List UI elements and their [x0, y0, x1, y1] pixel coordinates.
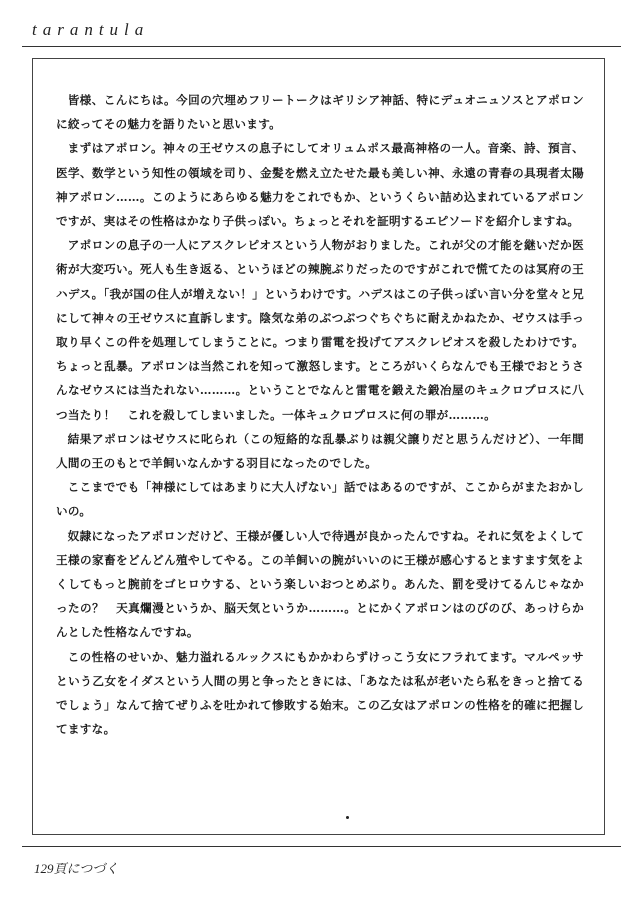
- continued-note: 129頁につづく: [34, 861, 119, 876]
- header-rule: [22, 46, 621, 47]
- paragraph: ここまででも「神様にしてはあまりに大人げない」話ではあるのですが、ここからがまたおかしいの。: [56, 480, 584, 519]
- bottom-rule: [22, 846, 621, 847]
- header-title: tarantula: [32, 20, 150, 39]
- paragraph: 皆様、こんにちは。今回の穴埋めフリートークはギリシア神話、特にデュオニュソスとアポロンに絞ってその魅力を語りたいと思います。: [56, 93, 584, 132]
- paragraph: アポロンの息子の一人にアスクレピオスという人物がおりました。これが父の才能を継いだか医術が大変巧い。死人も生き返る、というほどの辣腕ぶりだったのですがこれで慌てたのは冥府の王ハデス。「我が国の住人が増えない！」というわけです。ハデスはこの子供っぽい言い分を堂々と兄にして神々の王ゼウスに直訴します。陰気な弟のぶつぶつぐちぐちに耐えかねたか、ゼウスは手っ取り早くこの件を処理してしまうことに。つまり雷電を投げてアスクレピオスを殺したわけです。ちょっと乱暴。アポロンは当然これを知って激怒します。ところがいくらなんでも王様でおとうさんなゼウスには当たれない………。ということでなんと雷電を鍛えた鍛冶屋のキュクロプロスに八つ当たり！ これを殺してしまいました。一体キュクロプロスに何の罪が………。: [56, 238, 584, 422]
- paragraph: まずはアポロン。神々の王ゼウスの息子にしてオリュムポス最高神格の一人。音楽、詩、預言、医学、数学という知性の領域を司り、金髪を燃え立たせた最も美しい神、永遠の青春の具現者太陽神アポロン……。このようにあらゆる魅力をこれでもか、というくらい詰め込まれているアポロンですが、実はその性格はかなり子供っぽい。ちょっとそれを証明するエピソードを紹介しますね。: [56, 141, 584, 229]
- end-mark-dot: [346, 816, 349, 819]
- paragraph: 奴隷になったアポロンだけど、王様が優しい人で待遇が良かったんですね。それに気をよくして王様の家畜をどんどん殖やしてやる。この羊飼いの腕がいいのに王様が感心するとますます気をよくしてもっと腕前をゴヒロウする、という楽しいおつとめぶり。あんた、罰を受けてるんじゃなかったの？ 天真爛漫というか、脳天気というか………。とにかくアポロンはのびのび、あっけらかんとした性格なんですね。: [56, 528, 584, 640]
- paragraph: 結果アポロンはゼウスに叱られ（この短絡的な乱暴ぶりは親父譲りだと思うんだけど）、一年間人間の王のもとで羊飼いなんかする羽目になったのでした。: [56, 431, 584, 471]
- paragraph: この性格のせいか、魅力溢れるルックスにもかかわらずけっこう女にフラれてます。マルペッサという乙女をイダスという人間の男と争ったときには、「あなたは私が老いたら私をきっと捨てるでしょう」なんて捨てぜりふを吐かれて惨敗する始末。この乙女はアポロンの性格を的確に把握してますな。: [56, 649, 584, 737]
- article-body: [56, 88, 584, 741]
